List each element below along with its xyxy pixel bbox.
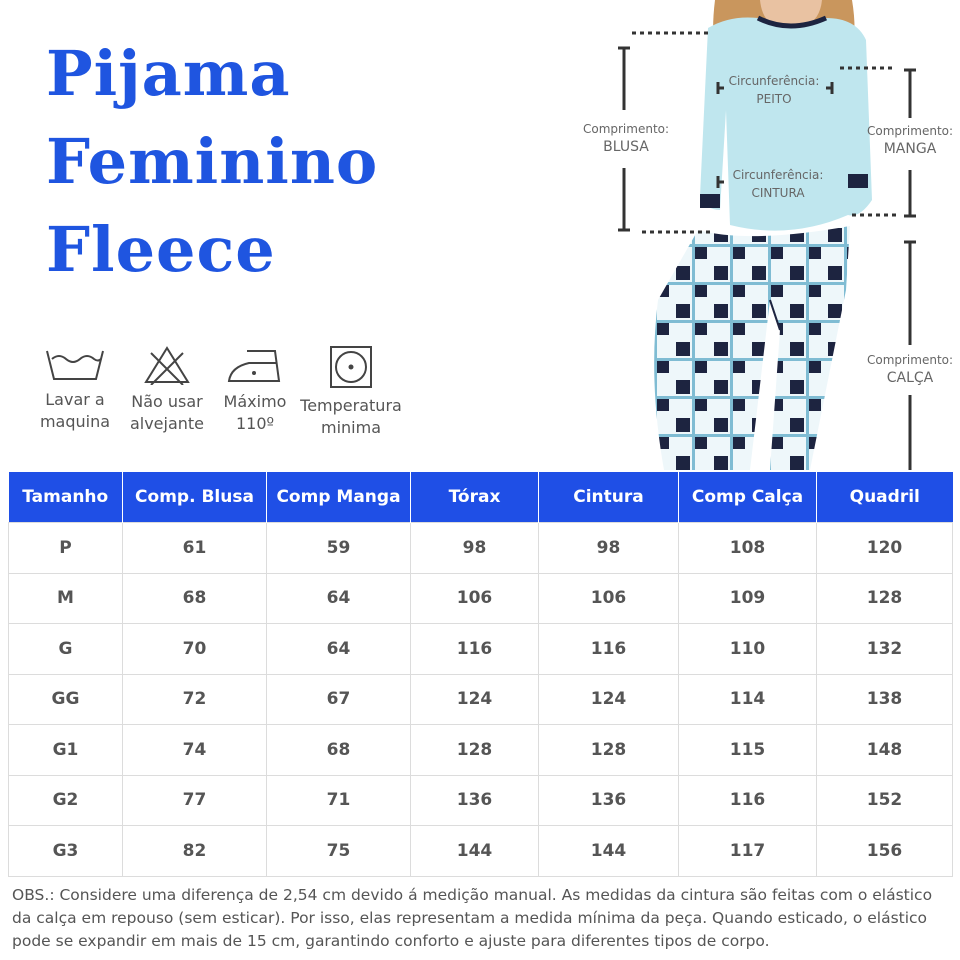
table-row [9, 573, 953, 624]
care-label-2a: Não usar [131, 392, 203, 411]
table-cell: G1 [9, 725, 123, 776]
table-cell: 116 [679, 775, 817, 826]
table-cell: 128 [411, 725, 539, 776]
label-comp-blusa-small: Comprimento: [582, 122, 670, 136]
obs-note: OBS.: Considere uma diferença de 2,54 cm devido á medição manual. As medidas da cintura são feitas com o elástico da calça em repouso (sem esticar). Por isso, elas representam a medida mínima da peça. Quando esticado, o elástico pode se expandir em mais de 15 cm, garantindo conforto e ajuste para diferentes tipos de corpo. [12, 886, 933, 950]
product-title [46, 30, 378, 294]
table-cell: 71 [267, 775, 411, 826]
table-cell: 124 [411, 674, 539, 725]
table-row [9, 624, 953, 675]
label-circ-cintura-big: CINTURA [751, 186, 805, 200]
table-cell: 72 [123, 674, 267, 725]
table-cell: 64 [267, 624, 411, 675]
table-cell: 109 [679, 573, 817, 624]
table-header-row [9, 472, 953, 523]
table-cell: 106 [539, 573, 679, 624]
care-item-dry [296, 345, 406, 439]
label-circ-peito-big: PEITO [756, 92, 792, 106]
table-cell: 138 [817, 674, 953, 725]
table-cell: 116 [411, 624, 539, 675]
table-cell: 67 [267, 674, 411, 725]
care-label-4a: Temperatura [300, 396, 402, 415]
table-cell: 144 [411, 826, 539, 877]
col-header-comp-blusa: Comp. Blusa [123, 472, 267, 523]
table-cell: 136 [539, 775, 679, 826]
table-cell: 74 [123, 725, 267, 776]
label-circ-peito-small: Circunferência: [728, 74, 820, 88]
col-header-comp-manga: Comp Manga [267, 472, 411, 523]
label-comp-manga-big: MANGA [883, 141, 937, 157]
table-cell: 114 [679, 674, 817, 725]
table-cell: 144 [539, 826, 679, 877]
label-comp-calca-big: CALÇA [886, 370, 934, 386]
label-circ-cintura [726, 166, 830, 202]
table-cell: 106 [411, 573, 539, 624]
iron-icon [225, 345, 285, 385]
wash-basin-icon [44, 345, 106, 383]
table-cell: 98 [539, 523, 679, 574]
table-cell: 116 [539, 624, 679, 675]
col-header-cintura: Cintura [539, 472, 679, 523]
label-comp-blusa [578, 120, 674, 156]
table-cell: 152 [817, 775, 953, 826]
col-header-torax: Tórax [411, 472, 539, 523]
label-circ-peito [722, 72, 826, 108]
table-cell: P [9, 523, 123, 574]
table-cell: 117 [679, 826, 817, 877]
table-cell: GG [9, 674, 123, 725]
table-cell: 82 [123, 826, 267, 877]
table-cell: 110 [679, 624, 817, 675]
table-cell: 115 [679, 725, 817, 776]
care-label-1a: Lavar a [45, 390, 105, 409]
care-label-4b: minima [320, 418, 381, 437]
care-label-1b: maquina [39, 412, 111, 431]
care-item-iron [214, 345, 296, 435]
label-comp-calca [862, 351, 958, 387]
table-row [9, 523, 953, 574]
table-row [9, 775, 953, 826]
care-item-wash [30, 345, 120, 433]
title-line-2: Feminino [46, 125, 379, 198]
model-figure [600, 0, 960, 470]
label-comp-calca-small: Comprimento: [866, 353, 954, 367]
table-cell: 98 [411, 523, 539, 574]
table-row [9, 725, 953, 776]
model-illustration [600, 0, 960, 470]
label-comp-manga-small: Comprimento: [866, 124, 954, 138]
table-cell: G2 [9, 775, 123, 826]
care-label-2b: alvejante [129, 414, 205, 433]
table-cell: 77 [123, 775, 267, 826]
table-cell: 132 [817, 624, 953, 675]
care-label-3b: 110º [235, 414, 275, 433]
title-line-3: Fleece [46, 213, 276, 286]
table-cell: 70 [123, 624, 267, 675]
label-circ-cintura-small: Circunferência: [732, 168, 824, 182]
table-cell: 136 [411, 775, 539, 826]
table-cell: 59 [267, 523, 411, 574]
no-bleach-icon [143, 345, 191, 385]
col-header-tamanho: Tamanho [9, 472, 123, 523]
table-cell: 68 [267, 725, 411, 776]
table-row [9, 826, 953, 877]
table-cell: 124 [539, 674, 679, 725]
care-item-bleach [124, 345, 210, 435]
care-label-3a: Máximo [223, 392, 287, 411]
table-cell: 128 [817, 573, 953, 624]
table-cell: G [9, 624, 123, 675]
size-table [8, 472, 953, 877]
table-cell: 120 [817, 523, 953, 574]
table-cell: 148 [817, 725, 953, 776]
table-cell: M [9, 573, 123, 624]
table-cell: G3 [9, 826, 123, 877]
col-header-comp-calca: Comp Calça [679, 472, 817, 523]
table-cell: 128 [539, 725, 679, 776]
table-cell: 61 [123, 523, 267, 574]
tumble-dry-icon [329, 345, 373, 389]
table-cell: 68 [123, 573, 267, 624]
table-row [9, 674, 953, 725]
table-cell: 64 [267, 573, 411, 624]
table-cell: 156 [817, 826, 953, 877]
table-cell: 108 [679, 523, 817, 574]
label-comp-manga [862, 122, 958, 158]
table-cell: 75 [267, 826, 411, 877]
title-line-1: Pijama [46, 37, 291, 110]
col-header-quadril: Quadril [817, 472, 953, 523]
label-comp-blusa-big: BLUSA [603, 139, 649, 155]
